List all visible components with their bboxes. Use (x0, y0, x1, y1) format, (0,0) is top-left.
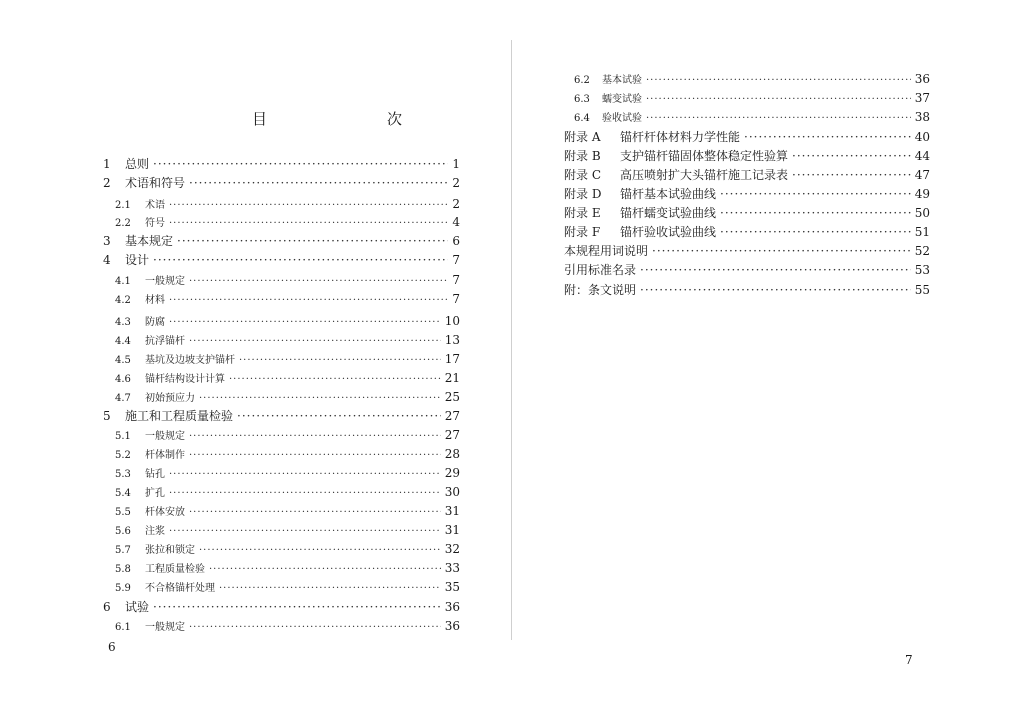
toc-entry[interactable] (115, 196, 460, 214)
toc-entry[interactable] (103, 155, 460, 173)
toc-entry[interactable] (564, 147, 930, 165)
entry-label: 钻孔 (145, 469, 165, 480)
toc-entry[interactable] (115, 541, 460, 559)
toc-entry[interactable] (564, 223, 930, 241)
leader-dots (169, 200, 448, 211)
toc-entry[interactable] (103, 232, 460, 250)
entry-page: 35 (444, 580, 460, 594)
entry-page: 13 (444, 333, 460, 347)
entry-page: 53 (914, 263, 930, 277)
leader-dots (153, 157, 448, 171)
toc-entry[interactable] (115, 291, 460, 309)
entry-page: 30 (444, 485, 460, 499)
toc-entry[interactable] (564, 166, 930, 184)
entry-label: 术语 (145, 200, 165, 211)
leader-dots (169, 317, 441, 328)
entry-page: 2 (452, 176, 460, 190)
toc-entry[interactable] (115, 351, 460, 369)
entry-page: 36 (444, 600, 460, 614)
toc-entry[interactable] (115, 427, 460, 445)
leader-dots (792, 168, 911, 182)
leader-dots (720, 225, 911, 239)
right-page (512, 0, 1024, 724)
leader-dots (189, 276, 448, 287)
toc-entry[interactable] (115, 503, 460, 521)
entry-label: 支护锚杆锚固体整体稳定性验算 (620, 149, 789, 163)
entry-number: 4.2 (115, 295, 131, 306)
toc-entry[interactable] (115, 332, 460, 350)
toc-entry[interactable] (115, 522, 460, 540)
toc-entry[interactable] (103, 598, 460, 616)
entry-number: 5.8 (115, 564, 131, 575)
toc-entry[interactable] (574, 90, 930, 108)
entry-page: 50 (914, 206, 930, 220)
entry-number: 6.1 (115, 622, 131, 633)
toc-entry[interactable] (103, 251, 460, 269)
leader-dots (640, 263, 911, 277)
leader-dots (169, 295, 448, 306)
toc-entry[interactable] (115, 370, 460, 388)
leader-dots (219, 583, 441, 594)
entry-page: 4 (452, 215, 460, 229)
entry-page: 27 (444, 409, 460, 423)
entry-page: 21 (444, 371, 460, 385)
entry-label: 初始预应力 (145, 393, 195, 404)
entry-number: 6.3 (574, 94, 590, 105)
toc-entry[interactable] (115, 446, 460, 464)
entry-page: 28 (444, 447, 460, 461)
entry-page: 17 (444, 352, 460, 366)
leader-dots (239, 355, 441, 366)
entry-number: 5.6 (115, 526, 131, 537)
entry-label: 试验 (125, 600, 150, 614)
toc-entry[interactable] (115, 579, 460, 597)
entry-label: 本规程用词说明 (564, 244, 649, 258)
leader-dots (169, 469, 441, 480)
entry-number: 5.5 (115, 507, 131, 518)
entry-label: 验收试验 (602, 113, 642, 124)
entry-page: 52 (914, 244, 930, 258)
entry-label: 基本规定 (125, 234, 174, 248)
entry-number: 2.2 (115, 218, 131, 229)
entry-number: 附录 A (564, 130, 601, 144)
leader-dots (199, 545, 441, 556)
entry-page: 47 (914, 168, 930, 182)
leader-dots (189, 431, 441, 442)
entry-number: 附录 E (564, 206, 601, 220)
leader-dots (720, 187, 911, 201)
leader-dots (646, 75, 911, 86)
entry-page: 51 (914, 225, 930, 239)
page-number: 7 (905, 653, 913, 667)
entry-number: 4 (103, 253, 111, 267)
toc-entry[interactable] (574, 71, 930, 89)
entry-label: 材料 (145, 295, 165, 306)
entry-number: 4.4 (115, 336, 131, 347)
toc-title: 目 次 (252, 110, 433, 128)
entry-number: 5 (103, 409, 111, 423)
entry-label: 附：条文说明 (564, 283, 637, 297)
entry-label: 杆体制作 (145, 450, 185, 461)
leader-dots (153, 600, 441, 614)
toc-entry[interactable] (115, 560, 460, 578)
entry-label: 不合格锚杆处理 (145, 583, 215, 594)
toc-entry[interactable] (115, 313, 460, 331)
entry-page: 2 (452, 197, 460, 211)
leader-dots (199, 393, 441, 404)
entry-page: 40 (914, 130, 930, 144)
toc-entry[interactable] (564, 185, 930, 203)
leader-dots (153, 253, 448, 267)
leader-dots (209, 564, 441, 575)
toc-entry[interactable] (564, 261, 930, 279)
entry-number: 6.2 (574, 75, 590, 86)
entry-label: 引用标准名录 (564, 263, 637, 277)
toc-entry[interactable] (564, 242, 930, 260)
entry-page: 7 (452, 253, 460, 267)
entry-label: 杆体安放 (145, 507, 185, 518)
leader-dots (229, 374, 441, 385)
leader-dots (237, 409, 441, 423)
entry-label: 施工和工程质量检验 (125, 409, 234, 423)
entry-label: 符号 (145, 218, 165, 229)
toc-entry[interactable] (115, 389, 460, 407)
entry-number: 4.5 (115, 355, 131, 366)
toc-entry[interactable] (564, 128, 930, 146)
entry-page: 29 (444, 466, 460, 480)
entry-page: 49 (914, 187, 930, 201)
leader-dots (169, 526, 441, 537)
entry-label: 抗浮锚杆 (145, 336, 185, 347)
toc-entry[interactable] (115, 618, 460, 636)
entry-label: 工程质量检验 (145, 564, 205, 575)
leader-dots (189, 336, 441, 347)
toc-entry[interactable] (103, 407, 460, 425)
leader-dots (646, 94, 911, 105)
entry-label: 总则 (125, 157, 150, 171)
entry-label: 基本试验 (602, 75, 642, 86)
leader-dots (646, 113, 911, 124)
leader-dots (744, 130, 911, 144)
toc-entry[interactable] (115, 272, 460, 290)
toc-entry[interactable] (574, 109, 930, 127)
entry-label: 注浆 (145, 526, 165, 537)
entry-label: 防腐 (145, 317, 165, 328)
entry-number: 附录 D (564, 187, 602, 201)
entry-number: 2.1 (115, 200, 131, 211)
entry-number: 2 (103, 176, 111, 190)
leader-dots (189, 176, 448, 190)
entry-page: 55 (914, 283, 930, 297)
entry-label: 锚杆杆体材料力学性能 (620, 130, 741, 144)
entry-page: 36 (914, 72, 930, 86)
entry-label: 蠕变试验 (602, 94, 642, 105)
entry-label: 设计 (125, 253, 150, 267)
entry-number: 5.3 (115, 469, 131, 480)
entry-number: 附录 F (564, 225, 601, 239)
leader-dots (652, 244, 911, 258)
entry-page: 7 (452, 292, 460, 306)
entry-label: 张拉和锁定 (145, 545, 195, 556)
entry-page: 6 (452, 234, 460, 248)
leader-dots (189, 507, 441, 518)
entry-page: 1 (452, 157, 460, 171)
entry-page: 27 (444, 428, 460, 442)
page-number: 6 (108, 640, 116, 654)
entry-page: 7 (452, 273, 460, 287)
leader-dots (169, 218, 448, 229)
toc-entry[interactable] (115, 465, 460, 483)
entry-page: 31 (444, 523, 460, 537)
entry-number: 4.6 (115, 374, 131, 385)
entry-label: 一般规定 (145, 431, 185, 442)
leader-dots (792, 149, 911, 163)
leader-dots (640, 283, 911, 297)
toc-entry[interactable] (564, 204, 930, 222)
entry-page: 25 (444, 390, 460, 404)
entry-number: 1 (103, 157, 111, 171)
entry-number: 5.4 (115, 488, 131, 499)
entry-number: 5.2 (115, 450, 131, 461)
toc-entry[interactable] (115, 484, 460, 502)
entry-label: 术语和符号 (125, 176, 186, 190)
leader-dots (189, 450, 441, 461)
entry-number: 5.9 (115, 583, 131, 594)
entry-label: 锚杆基本试验曲线 (620, 187, 717, 201)
entry-number: 4.3 (115, 317, 131, 328)
entry-label: 锚杆验收试验曲线 (620, 225, 717, 239)
entry-page: 10 (444, 314, 460, 328)
entry-label: 锚杆蠕变试验曲线 (620, 206, 717, 220)
entry-label: 扩孔 (145, 488, 165, 499)
entry-number: 附录 C (564, 168, 601, 182)
entry-page: 32 (444, 542, 460, 556)
entry-label: 锚杆结构设计计算 (145, 374, 225, 385)
entry-page: 31 (444, 504, 460, 518)
entry-number: 6 (103, 600, 111, 614)
entry-page: 37 (914, 91, 930, 105)
entry-page: 36 (444, 619, 460, 633)
toc-entry[interactable] (115, 214, 460, 232)
leader-dots (169, 488, 441, 499)
entry-page: 33 (444, 561, 460, 575)
entry-page: 44 (914, 149, 930, 163)
entry-label: 一般规定 (145, 622, 185, 633)
entry-page: 38 (914, 110, 930, 124)
leader-dots (177, 234, 448, 248)
entry-number: 附录 B (564, 149, 601, 163)
toc-entry[interactable] (564, 281, 930, 299)
entry-label: 高压喷射扩大头锚杆施工记录表 (620, 168, 789, 182)
entry-number: 5.7 (115, 545, 131, 556)
entry-number: 4.7 (115, 393, 131, 404)
entry-label: 一般规定 (145, 276, 185, 287)
entry-number: 6.4 (574, 113, 590, 124)
entry-number: 5.1 (115, 431, 131, 442)
entry-number: 3 (103, 234, 111, 248)
entry-label: 基坑及边坡支护锚杆 (145, 355, 235, 366)
entry-number: 4.1 (115, 276, 131, 287)
leader-dots (720, 206, 911, 220)
leader-dots (189, 622, 441, 633)
toc-entry[interactable] (103, 174, 460, 192)
